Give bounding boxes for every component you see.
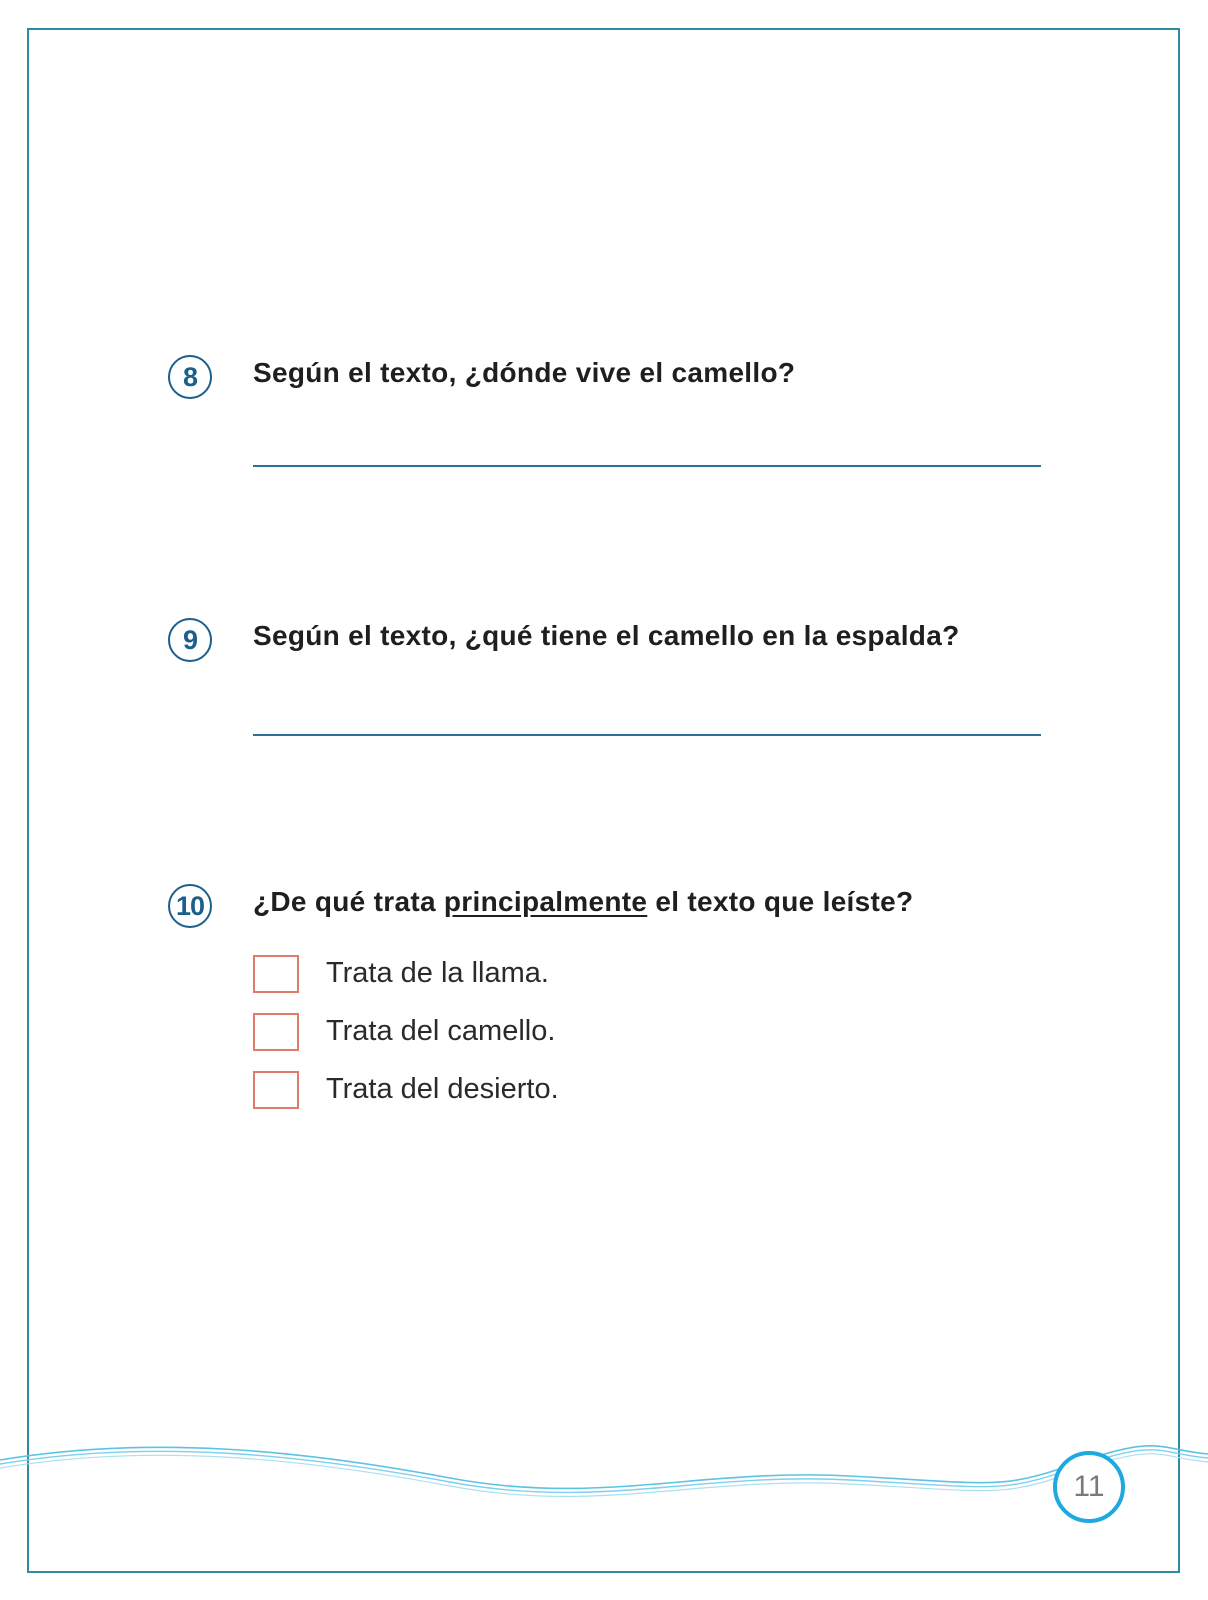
option-label-1: Trata de la llama. [326,957,549,989]
wave-line-3 [0,1454,1208,1497]
question-text-10-underlined: principalmente [443,886,648,917]
option-label-2: Trata del camello. [326,1015,556,1047]
option-checkbox-3[interactable] [253,1071,299,1109]
page-frame [27,28,1180,1573]
page-number: 11 [1053,1451,1125,1523]
option-checkbox-2[interactable] [253,1013,299,1051]
question-number-9: 9 [168,618,212,662]
question-text-10 [253,886,913,918]
question-text-8: Según el texto, ¿dónde vive el camello? [253,357,796,388]
option-checkbox-1[interactable] [253,955,299,993]
question-number-8: 8 [168,355,212,399]
answer-line-8[interactable] [253,465,1041,467]
question-text-9: Según el texto, ¿qué tiene el camello en la espalda? [253,620,960,651]
question-text-10-before: ¿De qué trata [253,886,444,917]
decorative-wave [0,1440,1208,1520]
answer-line-9[interactable] [253,734,1041,736]
question-number-10: 10 [168,884,212,928]
option-label-3: Trata del desierto. [326,1073,559,1105]
question-text-10-after: el texto que leíste? [647,886,914,917]
